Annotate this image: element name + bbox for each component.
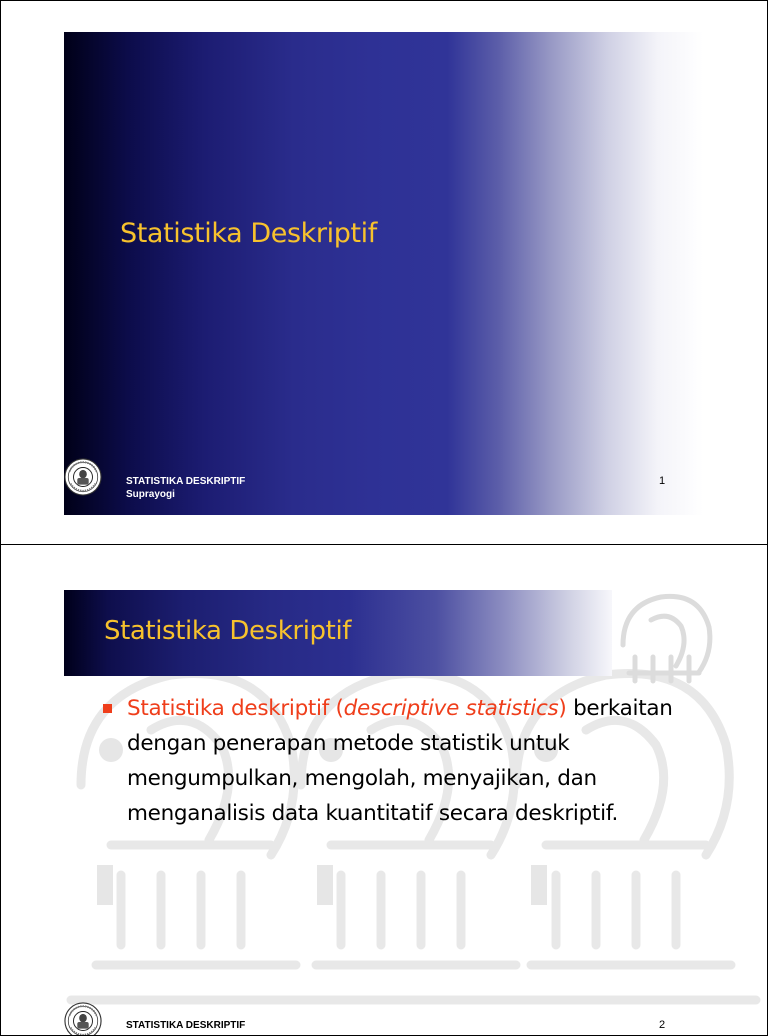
bullet-lead xyxy=(127,696,567,721)
slide-2-title: Statistika Deskriptif xyxy=(104,616,352,646)
university-seal-icon xyxy=(64,458,102,496)
bullet-lead-italic: descriptive statistics xyxy=(343,696,559,721)
title-slide-background xyxy=(64,32,703,515)
slide-1-footer xyxy=(126,475,245,501)
slide-1-title: Statistika Deskriptif xyxy=(120,218,377,249)
slide-2-page-number: 2 xyxy=(659,1019,666,1031)
slide-2-title-bar xyxy=(64,590,612,676)
footer-course: STATISTIKA DESKRIPTIF xyxy=(126,476,246,487)
slide-2-frame xyxy=(0,544,768,1036)
bullet-body-text: berkaitan dengan penerapan metode statistik untuk mengumpulkan, mengolah, menyajikan, dan menganalisis data kuantitatif secara deskriptif. xyxy=(127,696,673,826)
footer-author: Suprayogi xyxy=(126,489,175,500)
slide-2-footer xyxy=(126,1019,245,1032)
bullet-lead-close: ) xyxy=(558,696,567,721)
footer-course: STATISTIKA DESKRIPTIF xyxy=(126,1020,246,1031)
bullet-square-icon xyxy=(103,704,112,713)
university-seal-icon xyxy=(64,1002,102,1036)
slide-2-bullet-item xyxy=(127,691,727,831)
slide-1-page-number: 1 xyxy=(659,475,666,487)
bullet-lead-text: Statistika deskriptif ( xyxy=(127,696,344,721)
